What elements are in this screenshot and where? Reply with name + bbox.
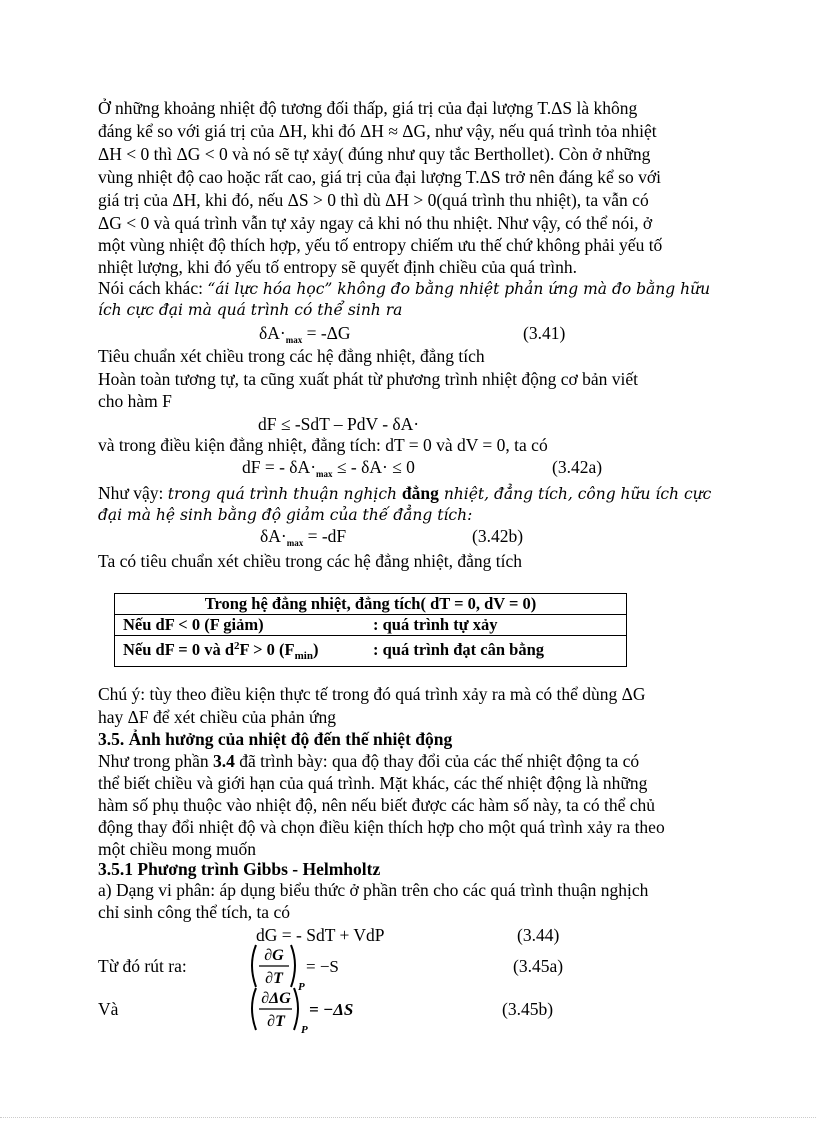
- paragraph-line: đáng kể so với giá trị của ΔH, khi đó ΔH ≈ ΔG, như vậy, nếu quá trình tỏa nhiệt: [98, 121, 657, 141]
- thus-italic-line: đại mà hệ sinh bằng độ giảm của thế đẳng tích:: [98, 506, 473, 524]
- eq-lhs: δA·: [260, 526, 287, 546]
- section-heading-3-5-1: 3.5.1 Phương trình Gibbs - Helmholtz: [98, 859, 381, 879]
- other-words-italic: “ái lực hóa học” không đo bằng nhiệt phản ứng mà đo bằng hữu: [207, 280, 711, 298]
- eq-subscript: max: [316, 469, 333, 479]
- criterion-title: Tiêu chuẩn xét chiều trong các hệ đẳng nhiệt, đẳng tích: [98, 346, 485, 366]
- other-words-lead: Nói cách khác:: [98, 278, 208, 298]
- paragraph-line: ΔG < 0 và quá trình vẫn tự xảy ngay cả khi nó thu nhiệt. Như vậy, có thể nói, ở: [98, 213, 653, 233]
- cond-part: ): [312, 640, 319, 659]
- criterion-intro: Ta có tiêu chuẩn xét chiều trong các hệ đẳng nhiệt, đẳng tích: [98, 551, 522, 571]
- derive-label: Từ đó rút ra:: [98, 956, 187, 976]
- equation-number: (3.45b): [502, 999, 554, 1019]
- thus-bold: đẳng: [401, 483, 439, 503]
- note-line: hay ΔF để xét chiều của phản ứng: [98, 707, 336, 727]
- paragraph-line: động thay đổi nhiệt độ và chọn điều kiện thích hợp cho một quá trình xảy ra theo: [98, 817, 665, 837]
- cond-superscript: 2: [234, 640, 240, 652]
- thus-italic: trong quá trình thuận nghịch: [167, 485, 402, 503]
- partial-numerator: ∂G: [264, 947, 284, 964]
- paragraph-line: cho hàm F: [98, 391, 172, 411]
- table-header-cell: Trong hệ đẳng nhiệt, đẳng tích( dT = 0, dV = 0): [115, 594, 627, 615]
- right-paren: [291, 945, 295, 987]
- cond-subscript: min: [294, 650, 313, 662]
- paragraph-line: thể biết chiều và giới hạn của quá trình. Mặt khác, các thế nhiệt động là những: [98, 773, 648, 793]
- text-part: Như trong phần: [98, 751, 213, 771]
- note-line: Chú ý: tùy theo điều kiện thực tế trong đó quá trình xảy ra mà có thể dùng ΔG: [98, 684, 646, 704]
- criterion-table: [114, 593, 627, 667]
- table-result: : quá trình tự xảy: [373, 615, 498, 634]
- table-row: [115, 594, 627, 615]
- paragraph-line: ΔH < 0 thì ΔG < 0 và nó sẽ tự xảy( đúng như quy tắc Berthollet). Còn ở những: [98, 144, 651, 164]
- partial-numerator: ∂ΔG: [261, 990, 291, 1007]
- table-row: [115, 636, 627, 667]
- other-words-line: [98, 277, 710, 300]
- right-paren: [294, 988, 298, 1030]
- eq-rhs: = −S: [306, 957, 339, 976]
- subscript-P: P: [298, 981, 305, 993]
- partial-denominator: ∂T: [267, 1013, 285, 1030]
- thus-lead: Như vậy:: [98, 483, 168, 503]
- section-heading-3-5: 3.5. Ảnh hưởng của nhiệt độ đến thế nhiệt động: [98, 729, 453, 749]
- paragraph-line: vùng nhiệt độ cao hoặc rất cao, giá trị của đại lượng T.ΔS trở nên đáng kể so với: [98, 167, 661, 187]
- eq-subscript: max: [285, 335, 303, 345]
- paragraph-line: một chiều mong muốn: [98, 839, 256, 859]
- page-bottom-divider: [0, 1117, 816, 1118]
- equation-dF: dF ≤ -SdT – PdV - δA·: [258, 414, 420, 434]
- paragraph-line: [98, 750, 639, 772]
- eq-lhs: dF = - δA·: [242, 457, 317, 477]
- table-row: [115, 615, 627, 636]
- thus-line: [98, 482, 711, 505]
- table-result: : quá trình đạt cân bằng: [373, 640, 545, 659]
- table-condition: [123, 636, 373, 666]
- paragraph-line: hàm số phụ thuộc vào nhiệt độ, nên nếu biết được các hàm số này, ta có thể chủ: [98, 795, 656, 815]
- paragraph-line: một vùng nhiệt độ thích hợp, yếu tố entropy chiếm ưu thế chứ không phải yếu tố: [98, 235, 663, 255]
- paragraph-line: Ở những khoảng nhiệt độ tương đối thấp, giá trị của đại lượng T.ΔS là không: [98, 98, 638, 118]
- table-condition: Nếu dF < 0 (F giảm): [123, 615, 264, 634]
- paragraph-line: Hoàn toàn tương tự, ta cũng xuất phát từ phương trình nhiệt động cơ bản viết: [98, 369, 639, 389]
- equation-3-45b: [246, 984, 376, 1036]
- equation-3-44: dG = - SdT + VdP: [256, 925, 385, 945]
- equation-number: (3.42a): [552, 457, 603, 477]
- paragraph-line: nhiệt lượng, khi đó yếu tố entropy sẽ quyết định chiều của quá trình.: [98, 257, 577, 277]
- equation-3-42a: [242, 456, 415, 485]
- table-cell: [115, 615, 627, 636]
- section-ref: 3.4: [212, 751, 235, 771]
- equation-number: (3.45a): [513, 956, 564, 976]
- eq-rhs: = -ΔG: [302, 323, 351, 343]
- eq-rhs: = −ΔS: [309, 1000, 354, 1019]
- other-words-italic-line: ích cực đại mà quá trình có thể sinh ra: [98, 301, 403, 319]
- text-part: đã trình bày: qua độ thay đổi của các thế nhiệt động ta có: [234, 751, 640, 771]
- and-label: Và: [98, 999, 119, 1019]
- paragraph-line: và trong điều kiện đẳng nhiệt, đẳng tích: dT = 0 và dV = 0, ta có: [98, 435, 548, 455]
- eq-rhs: = -dF: [303, 526, 347, 546]
- partial-denominator: ∂T: [265, 970, 283, 987]
- paragraph-line: a) Dạng vi phân: áp dụng biểu thức ở phần trên cho các quá trình thuận nghịch: [98, 880, 649, 900]
- paragraph-line: chỉ sinh công thể tích, ta có: [98, 902, 290, 922]
- subscript-P: P: [301, 1024, 308, 1036]
- paragraph-line: giá trị của ΔH, khi đó, nếu ΔS > 0 thì dù ΔH > 0(quá trình thu nhiệt), ta vẫn có: [98, 190, 649, 210]
- eq-lhs: δA·: [259, 323, 286, 343]
- eq-rhs: ≤ - δA· ≤ 0: [332, 457, 415, 477]
- thus-italic: nhiệt, đẳng tích, công hữu ích cực: [438, 485, 712, 503]
- equation-number: (3.42b): [472, 526, 524, 546]
- eq-subscript: max: [286, 538, 304, 548]
- left-paren: [252, 988, 256, 1030]
- equation-number: (3.44): [517, 925, 560, 945]
- equation-number: (3.41): [523, 323, 566, 343]
- cond-part: Nếu dF = 0 và d: [123, 640, 235, 659]
- left-paren: [252, 945, 256, 987]
- cond-part: F > 0 (F: [239, 640, 295, 659]
- table-cell: [115, 636, 627, 667]
